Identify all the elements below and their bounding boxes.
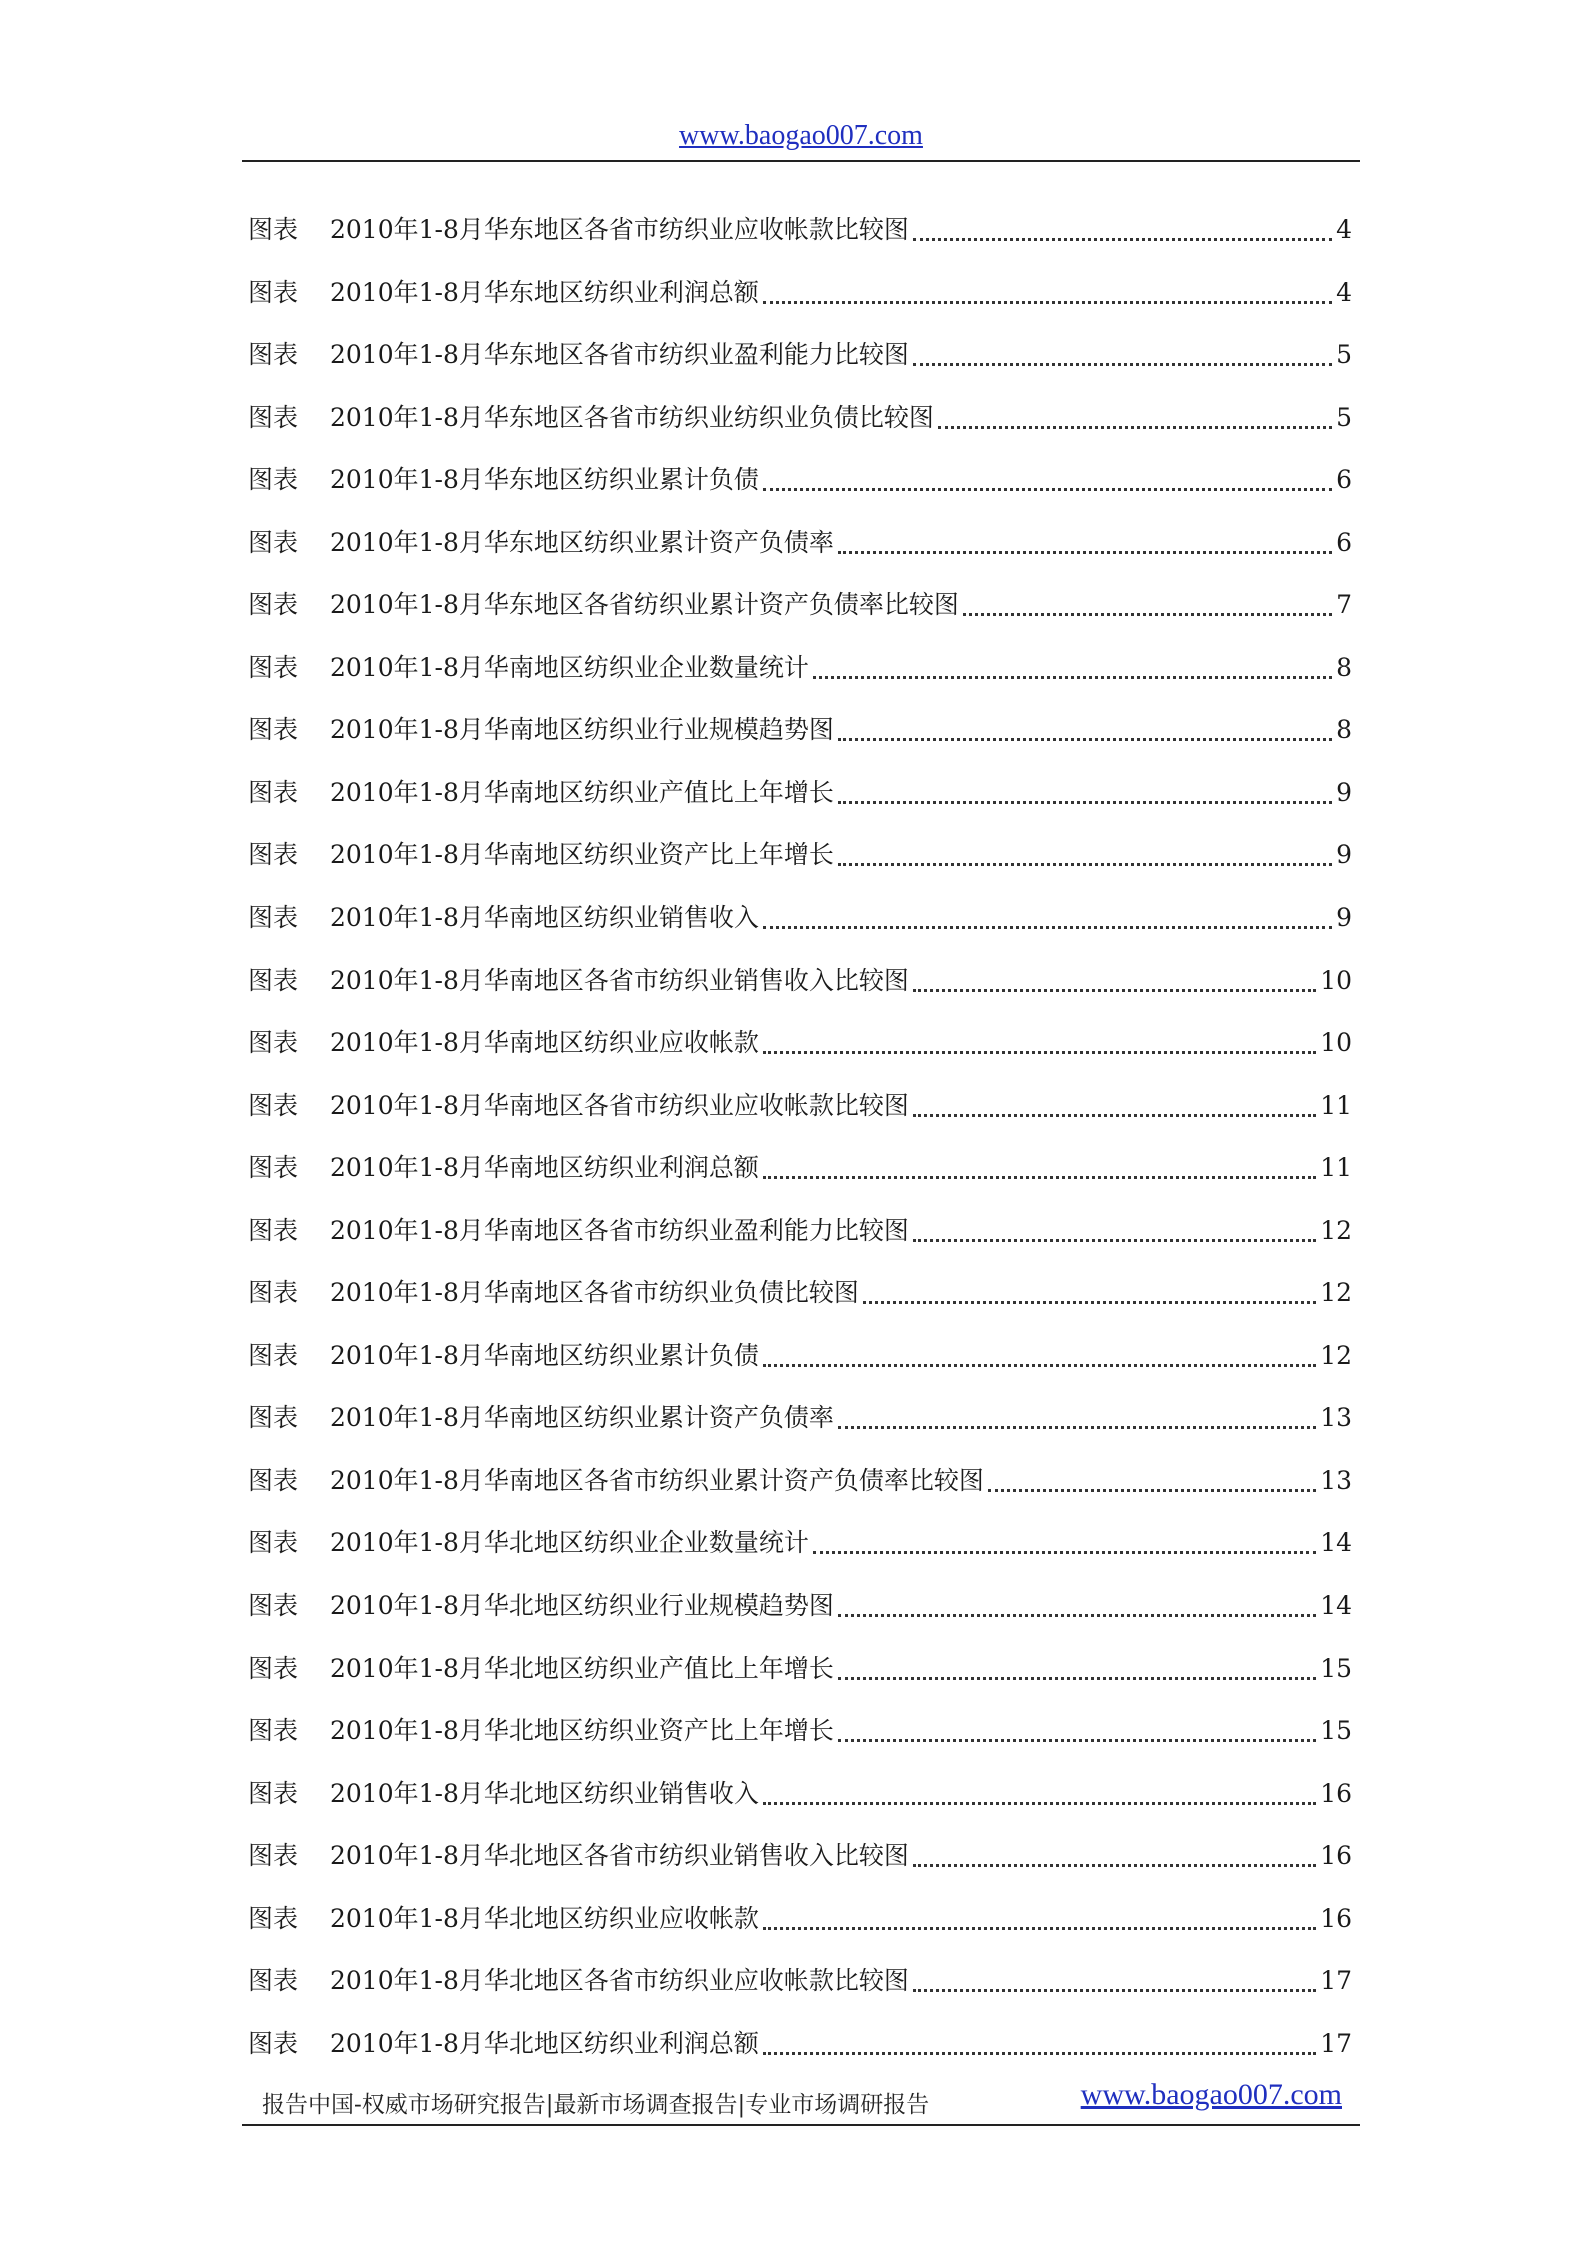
toc-dot-leader	[763, 1897, 1316, 1930]
toc-entry-label: 图表	[248, 840, 299, 870]
toc-entry-page: 13	[1320, 1465, 1352, 1495]
toc-entry[interactable]	[248, 333, 1352, 396]
toc-entry[interactable]	[248, 708, 1352, 771]
toc-dot-leader	[763, 1146, 1316, 1179]
toc-dot-leader	[838, 1584, 1316, 1617]
toc-entry-label: 图表	[248, 1591, 299, 1621]
toc-entry-page: 8	[1336, 652, 1352, 682]
toc-entry[interactable]	[248, 771, 1352, 834]
toc-entry[interactable]	[248, 1459, 1352, 1522]
toc-entry-title: 2010年1-8月华南地区各省市纺织业销售收入比较图	[330, 965, 909, 995]
toc-entry[interactable]	[248, 1709, 1352, 1772]
toc-dot-leader	[913, 208, 1332, 241]
toc-entry-title: 2010年1-8月华北地区纺织业利润总额	[330, 2028, 759, 2058]
toc-entry-page: 12	[1320, 1215, 1352, 1245]
toc-entry-page: 15	[1320, 1653, 1352, 1683]
toc-entry-page: 16	[1320, 1841, 1352, 1871]
toc-entry-label: 图表	[248, 965, 299, 995]
toc-entry-page: 15	[1320, 1716, 1352, 1746]
toc-entry-label: 图表	[248, 215, 299, 244]
toc-entry[interactable]	[248, 1146, 1352, 1209]
toc-entry-title: 2010年1-8月华南地区纺织业产值比上年增长	[330, 777, 834, 807]
figure-list	[248, 208, 1352, 2084]
toc-dot-leader	[763, 271, 1332, 304]
toc-entry-page: 16	[1320, 1903, 1352, 1933]
toc-dot-leader	[838, 833, 1332, 866]
toc-entry-label: 图表	[248, 465, 299, 495]
toc-entry[interactable]	[248, 208, 1352, 271]
toc-entry-title: 2010年1-8月华南地区纺织业资产比上年增长	[330, 840, 834, 870]
toc-entry-label: 图表	[248, 402, 299, 432]
toc-entry-title: 2010年1-8月华东地区各省市纺织业应收帐款比较图	[330, 215, 909, 244]
toc-entry-label: 图表	[248, 527, 299, 557]
toc-entry-page: 4	[1336, 215, 1352, 244]
toc-entry-title: 2010年1-8月华南地区各省市纺织业盈利能力比较图	[330, 1215, 909, 1245]
toc-entry-title: 2010年1-8月华东地区纺织业累计资产负债率	[330, 527, 834, 557]
toc-dot-leader	[763, 1021, 1316, 1054]
toc-entry-label: 图表	[248, 590, 299, 620]
toc-entry-label: 图表	[248, 1465, 299, 1495]
toc-entry-title: 2010年1-8月华北地区纺织业行业规模趋势图	[330, 1591, 834, 1621]
toc-entry-label: 图表	[248, 1028, 299, 1058]
toc-entry-page: 14	[1320, 1528, 1352, 1558]
toc-entry-label: 图表	[248, 277, 299, 307]
toc-dot-leader	[838, 771, 1332, 804]
toc-entry-page: 5	[1336, 402, 1352, 432]
toc-entry-label: 图表	[248, 903, 299, 933]
toc-entry-title: 2010年1-8月华南地区各省市纺织业累计资产负债率比较图	[330, 1465, 984, 1495]
toc-entry-title: 2010年1-8月华北地区纺织业应收帐款	[330, 1903, 759, 1933]
toc-dot-leader	[913, 1209, 1316, 1242]
toc-entry-page: 11	[1320, 1153, 1352, 1183]
toc-entry[interactable]	[248, 271, 1352, 334]
toc-entry-title: 2010年1-8月华东地区纺织业利润总额	[330, 277, 759, 307]
toc-dot-leader	[763, 2022, 1316, 2055]
toc-dot-leader	[763, 458, 1332, 491]
toc-entry[interactable]	[248, 521, 1352, 584]
toc-dot-leader	[838, 708, 1332, 741]
toc-entry[interactable]	[248, 646, 1352, 709]
toc-entry-title: 2010年1-8月华南地区纺织业利润总额	[330, 1153, 759, 1183]
toc-entry-title: 2010年1-8月华南地区纺织业企业数量统计	[330, 652, 809, 682]
toc-entry-page: 8	[1336, 715, 1352, 745]
toc-entry[interactable]	[248, 1334, 1352, 1397]
toc-dot-leader	[813, 646, 1332, 679]
toc-entry[interactable]	[248, 396, 1352, 459]
footer-url-link[interactable]: www.baogao007.com	[1080, 2078, 1342, 2111]
toc-dot-leader	[838, 521, 1332, 554]
toc-entry-label: 图表	[248, 1841, 299, 1871]
toc-entry[interactable]	[248, 1772, 1352, 1835]
toc-entry-label: 图表	[248, 1528, 299, 1558]
toc-entry[interactable]	[248, 1647, 1352, 1710]
toc-entry-title: 2010年1-8月华东地区纺织业累计负债	[330, 465, 759, 495]
toc-entry-label: 图表	[248, 1716, 299, 1746]
toc-entry-title: 2010年1-8月华南地区纺织业累计负债	[330, 1340, 759, 1370]
toc-entry-label: 图表	[248, 1153, 299, 1183]
toc-entry-label: 图表	[248, 1340, 299, 1370]
toc-entry-label: 图表	[248, 715, 299, 745]
toc-entry-page: 10	[1320, 965, 1352, 995]
toc-entry[interactable]	[248, 896, 1352, 959]
toc-dot-leader	[963, 583, 1332, 616]
toc-entry-title: 2010年1-8月华南地区纺织业应收帐款	[330, 1028, 759, 1058]
toc-dot-leader	[838, 1647, 1316, 1680]
toc-entry-label: 图表	[248, 340, 299, 370]
toc-dot-leader	[913, 1084, 1316, 1117]
toc-entry-page: 7	[1336, 590, 1352, 620]
toc-entry-page: 13	[1320, 1403, 1352, 1433]
toc-entry-label: 图表	[248, 1966, 299, 1996]
toc-entry-title: 2010年1-8月华北地区纺织业产值比上年增长	[330, 1653, 834, 1683]
toc-entry[interactable]	[248, 959, 1352, 1022]
toc-dot-leader	[838, 1396, 1316, 1429]
toc-entry-title: 2010年1-8月华北地区纺织业销售收入	[330, 1778, 759, 1808]
toc-dot-leader	[913, 1834, 1316, 1867]
toc-entry[interactable]	[248, 1209, 1352, 1272]
toc-entry-title: 2010年1-8月华北地区纺织业资产比上年增长	[330, 1716, 834, 1746]
toc-entry[interactable]	[248, 1959, 1352, 2022]
toc-entry[interactable]	[248, 1834, 1352, 1897]
toc-entry-title: 2010年1-8月华北地区各省市纺织业应收帐款比较图	[330, 1966, 909, 1996]
toc-entry-page: 9	[1336, 840, 1352, 870]
toc-entry-page: 12	[1320, 1278, 1352, 1308]
toc-entry-page: 6	[1336, 527, 1352, 557]
toc-entry-title: 2010年1-8月华东地区各省市纺织业纺织业负债比较图	[330, 402, 934, 432]
toc-dot-leader	[913, 333, 1332, 366]
toc-entry-page: 17	[1320, 1966, 1352, 1996]
toc-dot-leader	[913, 1959, 1316, 1992]
toc-dot-leader	[763, 1772, 1316, 1805]
toc-entry[interactable]	[248, 1084, 1352, 1147]
toc-entry-label: 图表	[248, 1215, 299, 1245]
toc-entry-page: 6	[1336, 465, 1352, 495]
toc-entry-page: 5	[1336, 340, 1352, 370]
toc-entry-page: 10	[1320, 1028, 1352, 1058]
toc-dot-leader	[863, 1271, 1316, 1304]
toc-entry[interactable]	[248, 458, 1352, 521]
page-footer	[242, 2074, 1360, 2126]
toc-entry-title: 2010年1-8月华南地区纺织业销售收入	[330, 903, 759, 933]
toc-entry[interactable]	[248, 583, 1352, 646]
toc-entry-page: 11	[1320, 1090, 1352, 1120]
footer-note: 报告中国-权威市场研究报告|最新市场调查报告|专业市场调研报告	[262, 2092, 930, 2118]
toc-entry-label: 图表	[248, 1090, 299, 1120]
toc-entry-title: 2010年1-8月华南地区各省市纺织业负债比较图	[330, 1278, 859, 1308]
toc-entry-label: 图表	[248, 1403, 299, 1433]
toc-dot-leader	[813, 1521, 1316, 1554]
toc-entry-label: 图表	[248, 1278, 299, 1308]
toc-entry-page: 16	[1320, 1778, 1352, 1808]
toc-dot-leader	[838, 1709, 1316, 1742]
toc-entry-label: 图表	[248, 1903, 299, 1933]
page-header	[242, 118, 1360, 162]
toc-entry-title: 2010年1-8月华东地区各省纺织业累计资产负债率比较图	[330, 590, 959, 620]
toc-entry-label: 图表	[248, 777, 299, 807]
toc-dot-leader	[988, 1459, 1316, 1492]
toc-entry-label: 图表	[248, 1778, 299, 1808]
toc-entry-title: 2010年1-8月华南地区各省市纺织业应收帐款比较图	[330, 1090, 909, 1120]
toc-entry[interactable]	[248, 1396, 1352, 1459]
toc-entry[interactable]	[248, 1897, 1352, 1960]
toc-dot-leader	[938, 396, 1332, 429]
header-url-link[interactable]: www.baogao007.com	[679, 120, 923, 151]
toc-dot-leader	[913, 959, 1316, 992]
toc-entry-title: 2010年1-8月华南地区纺织业行业规模趋势图	[330, 715, 834, 745]
toc-entry-page: 9	[1336, 777, 1352, 807]
toc-entry-page: 17	[1320, 2028, 1352, 2058]
toc-entry-label: 图表	[248, 652, 299, 682]
toc-entry[interactable]	[248, 833, 1352, 896]
toc-entry-title: 2010年1-8月华北地区纺织业企业数量统计	[330, 1528, 809, 1558]
toc-entry-title: 2010年1-8月华北地区各省市纺织业销售收入比较图	[330, 1841, 909, 1871]
toc-dot-leader	[763, 896, 1332, 929]
toc-entry-page: 4	[1336, 277, 1352, 307]
toc-entry-title: 2010年1-8月华东地区各省市纺织业盈利能力比较图	[330, 340, 909, 370]
toc-entry-page: 9	[1336, 903, 1352, 933]
toc-entry-page: 14	[1320, 1591, 1352, 1621]
toc-entry-label: 图表	[248, 2028, 299, 2058]
toc-entry-title: 2010年1-8月华南地区纺织业累计资产负债率	[330, 1403, 834, 1433]
toc-entry[interactable]	[248, 1584, 1352, 1647]
toc-entry-page: 12	[1320, 1340, 1352, 1370]
toc-entry[interactable]	[248, 1271, 1352, 1334]
toc-entry[interactable]	[248, 1021, 1352, 1084]
toc-entry[interactable]	[248, 1521, 1352, 1584]
toc-entry-label: 图表	[248, 1653, 299, 1683]
toc-dot-leader	[763, 1334, 1316, 1367]
